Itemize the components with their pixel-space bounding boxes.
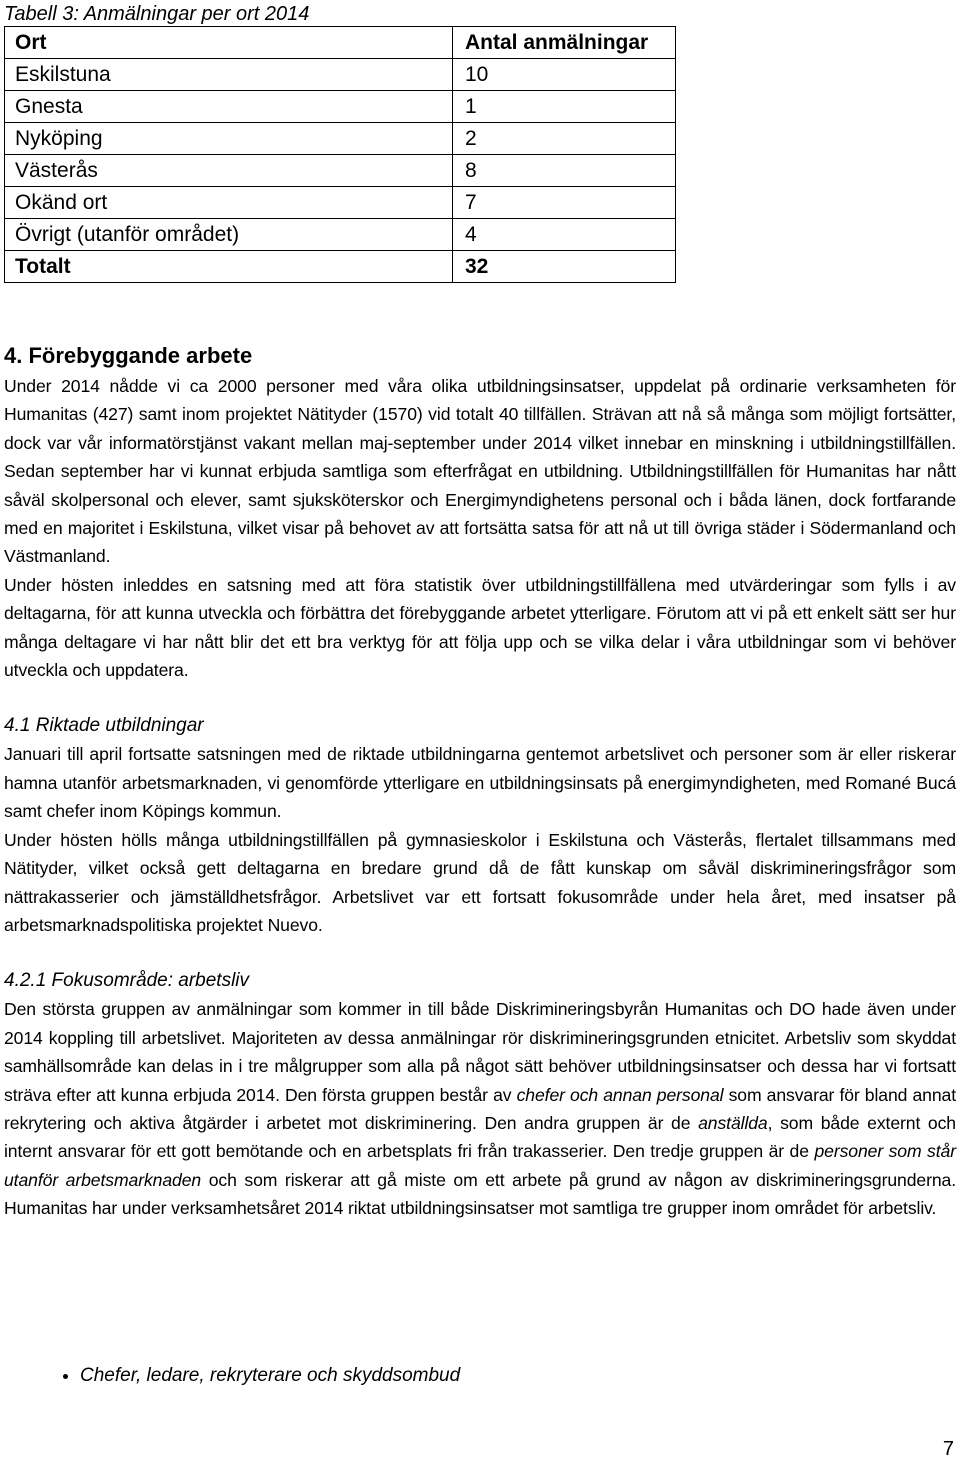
table-row <box>5 123 676 155</box>
table-row <box>5 155 676 187</box>
paragraph-text: som ansvarar för bland annat rekrytering och aktiva åtgärder i arbetet mot diskriminering. Den andra gruppen är de <box>4 1084 957 1133</box>
emphasis-chefer: chefer och annan personal <box>516 1084 724 1105</box>
paragraph-text: och som riskerar att gå miste om ett arbete på grund av någon av diskrimineringsgrunderna. Humanitas har under verksamhetsåret 2014 riktat utbildningsinsatser mot samtliga tre grupper inom området för arbetsliv. <box>4 1169 957 1219</box>
table-row <box>5 219 676 251</box>
list-item: • Chefer, ledare, rekryterare och skyddsombud <box>80 1362 460 1390</box>
emphasis-personer: personer som står utanför arbetsmarknaden <box>4 1141 956 1190</box>
section-4-1-paragraph-2: Under hösten hölls många utbildningstillfällen på gymnasieskolor i Eskilstuna och Västerås, flertalet tillsammans med Nätityder, vilket också gett deltagarna en bredare grund då de fått kunskap om såväl diskrimineringsfrågor som nättrakasserier och jämställdhetsfrågor. Arbetslivet var ett fortsatt fokusområde under hela året, med insatser på arbetsmarknadspolitiska projektet Nuevo. <box>4 829 956 935</box>
table-header-row <box>5 27 676 59</box>
section-4-paragraph-2: Under hösten inleddes en satsning med att föra statistik över utbildningstillfällena med utvärderingar som fylls i av deltagarna, för att kunna utveckla och förbättra det förebyggande arbetet ytterligare. Förutom att vi på ett enkelt sätt ser hur många deltagare vi har nått blir det ett bra verktyg för att följa upp och se vilka delar i våra utbildningar som vi behöver utveckla och uppdatera. <box>4 574 956 681</box>
section-4-1-heading: 4.1 Riktade utbildningar <box>4 715 204 737</box>
table-caption: Tabell 3: Anmälningar per ort 2014 <box>4 3 310 25</box>
paragraph-text: , som både externt och internt ansvarar för ett gott bemötande och en arbetsplats fri från trakasserier. Den tredje gruppen är de <box>4 1112 956 1162</box>
emphasis-anstallda: anställda <box>698 1112 768 1133</box>
table-row <box>5 187 676 219</box>
cell-antal: 7 <box>453 187 676 219</box>
cell-ort: Västerås <box>5 155 453 187</box>
table-row <box>5 91 676 123</box>
registrations-table <box>4 26 676 283</box>
cell-antal: 2 <box>453 123 676 155</box>
section-4-2-1-paragraph <box>4 995 956 1222</box>
total-label: Totalt <box>5 251 453 283</box>
target-group-list <box>4 1362 460 1390</box>
section-4-1-paragraph-1: Januari till april fortsatte satsningen med de riktade utbildningarna gentemot arbetslivet och personer som är eller riskerar hamna utanför arbetsmarknaden, vi genomförde ytterligare en utbildningsinsats på energimyndigheten, med Romané Bucá samt chefer inom Köpings kommun. <box>4 744 956 822</box>
section-4-heading: 4. Förebyggande arbete <box>4 343 253 368</box>
cell-ort: Gnesta <box>5 91 453 123</box>
section-4-paragraph-1: Under 2014 nådde vi ca 2000 personer med våra olika utbildningsinsatser, uppdelat på ordinarie verksamheten för Humanitas (427) samt inom projektet Nätityder (1570) vid totalt 40 tillfällen. Strävan att nå så många som möjligt fortsätter, dock var vår informatörstjänst vakant mellan maj-september under 2014 vilket innebar en minskning i utbildningstillfällen. Sedan september har vi kunnat erbjuda samtliga som efterfrågat en utbildning. Utbildningstillfällen för Humanitas har nått såväl skolpersonal och elever, samt sjuksköterskor och Energimyndighetens personal och i båda länen, dock fortfarande med en majoritet i Eskilstuna, vilket visar på behovet av att fortsätta satsa för att nå ut till övriga städer i Södermanland och Västmanland. <box>4 376 956 567</box>
page-number: 7 <box>942 1438 954 1460</box>
cell-ort: Övrigt (utanför området) <box>5 219 453 251</box>
cell-antal: 4 <box>453 219 676 251</box>
cell-ort: Nyköping <box>5 123 453 155</box>
header-ort: Ort <box>5 27 453 59</box>
body-content <box>4 340 956 1223</box>
section-4-2-1-heading: 4.2.1 Fokusområde: arbetsliv <box>4 970 250 992</box>
paragraph-text: Den största gruppen av anmälningar som kommer in till både Diskrimineringsbyrån Humanitas och DO hade även under 2014 koppling till arbetslivet. Majoriteten av dessa anmälningar rör diskrimineringsgrunden etnicitet. Arbetsliv som skyddat samhällsområde kan delas in i tre målgrupper som alla på något sätt behöver utbildningsinsatser och dessa har vi fortsatt sträva efter att kunna erbjuda 2014. Den första gruppen består av <box>4 999 956 1105</box>
cell-antal: 1 <box>453 91 676 123</box>
cell-ort: Okänd ort <box>5 187 453 219</box>
cell-antal: 10 <box>453 59 676 91</box>
cell-ort: Eskilstuna <box>5 59 453 91</box>
cell-antal: 8 <box>453 155 676 187</box>
header-antal: Antal anmälningar <box>453 27 676 59</box>
table-total-row <box>5 251 676 283</box>
total-value: 32 <box>453 251 676 283</box>
table-row <box>5 59 676 91</box>
